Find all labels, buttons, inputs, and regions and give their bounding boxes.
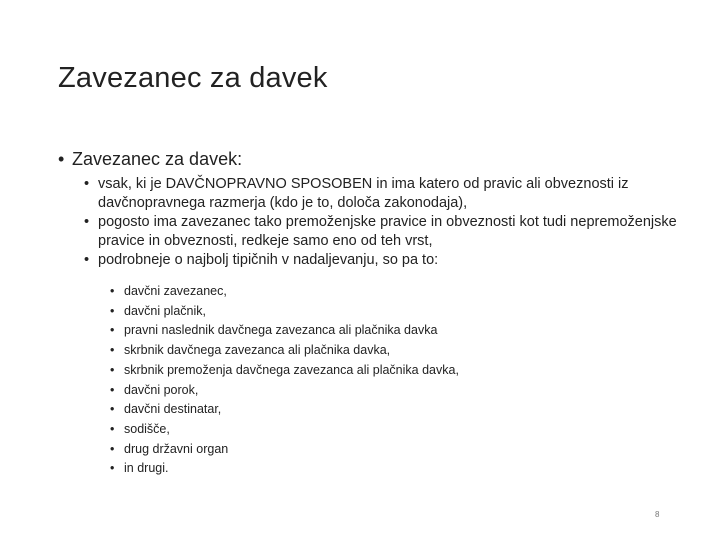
list-item [110, 381, 610, 401]
bullet-marker: • [110, 402, 115, 417]
list-item [110, 400, 610, 420]
bullet-marker: • [110, 343, 115, 358]
bullet-marker: • [58, 149, 65, 169]
list-item-text: davčni zavezanec, [124, 284, 227, 298]
sub-bullet-item [84, 175, 684, 212]
list-item [110, 440, 610, 460]
main-bullet-text: Zavezanec za davek: [72, 149, 243, 169]
list-item [110, 420, 610, 440]
list-item-text: skrbnik premoženja davčnega zavezanca ali plačnika davka, [124, 362, 459, 377]
taxpayer-types-list [110, 282, 610, 479]
list-item-text: sodišče, [124, 421, 170, 436]
bullet-marker: • [110, 284, 115, 298]
list-item [110, 302, 610, 322]
list-item [110, 361, 610, 381]
list-item [110, 321, 610, 341]
sub-bullet-text: podrobneje o najbolj tipičnih v nadaljevanju, so pa to: [98, 252, 439, 268]
bullet-marker: • [110, 303, 115, 318]
sub-bullet-list [84, 175, 684, 271]
sub-bullet-item [84, 251, 684, 270]
list-item-text: davčni destinatar, [124, 402, 222, 417]
list-item-text: davčni plačnik, [124, 303, 206, 318]
bullet-marker: • [84, 214, 90, 230]
bullet-marker: • [110, 323, 115, 338]
bullet-marker: • [110, 421, 115, 436]
bullet-marker: • [110, 461, 115, 476]
bullet-marker: • [110, 382, 115, 397]
list-item-text: skrbnik davčnega zavezanca ali plačnika davka, [124, 343, 391, 358]
sub-bullet-item [84, 213, 684, 250]
main-bullet [58, 148, 242, 170]
list-item-text: pravni naslednik davčnega zavezanca ali plačnika davka [124, 323, 438, 338]
sub-bullet-text: vsak, ki je DAVČNOPRAVNO SPOSOBEN in ima katero od pravic ali obveznosti iz davčnopravnega razmerja (kdo je to, določa zakonodaja), [98, 176, 629, 211]
list-item [110, 341, 610, 361]
bullet-marker: • [110, 441, 115, 456]
list-item-text: davčni porok, [124, 382, 199, 397]
list-item-text: drug državni organ [124, 441, 229, 456]
page-number: 8 [655, 510, 660, 519]
sub-bullet-text: pogosto ima zavezanec tako premoženjske pravice in obveznosti kot tudi nepremoženjske pravice in obveznosti, redkeje samo eno od teh vrst, [98, 214, 677, 249]
list-item [110, 459, 610, 479]
bullet-marker: • [84, 252, 90, 268]
bullet-marker: • [110, 362, 115, 377]
slide-title: Zavezanec za davek [58, 62, 328, 94]
list-item-text: in drugi. [124, 461, 169, 476]
bullet-marker: • [84, 176, 90, 192]
list-item [110, 282, 610, 302]
